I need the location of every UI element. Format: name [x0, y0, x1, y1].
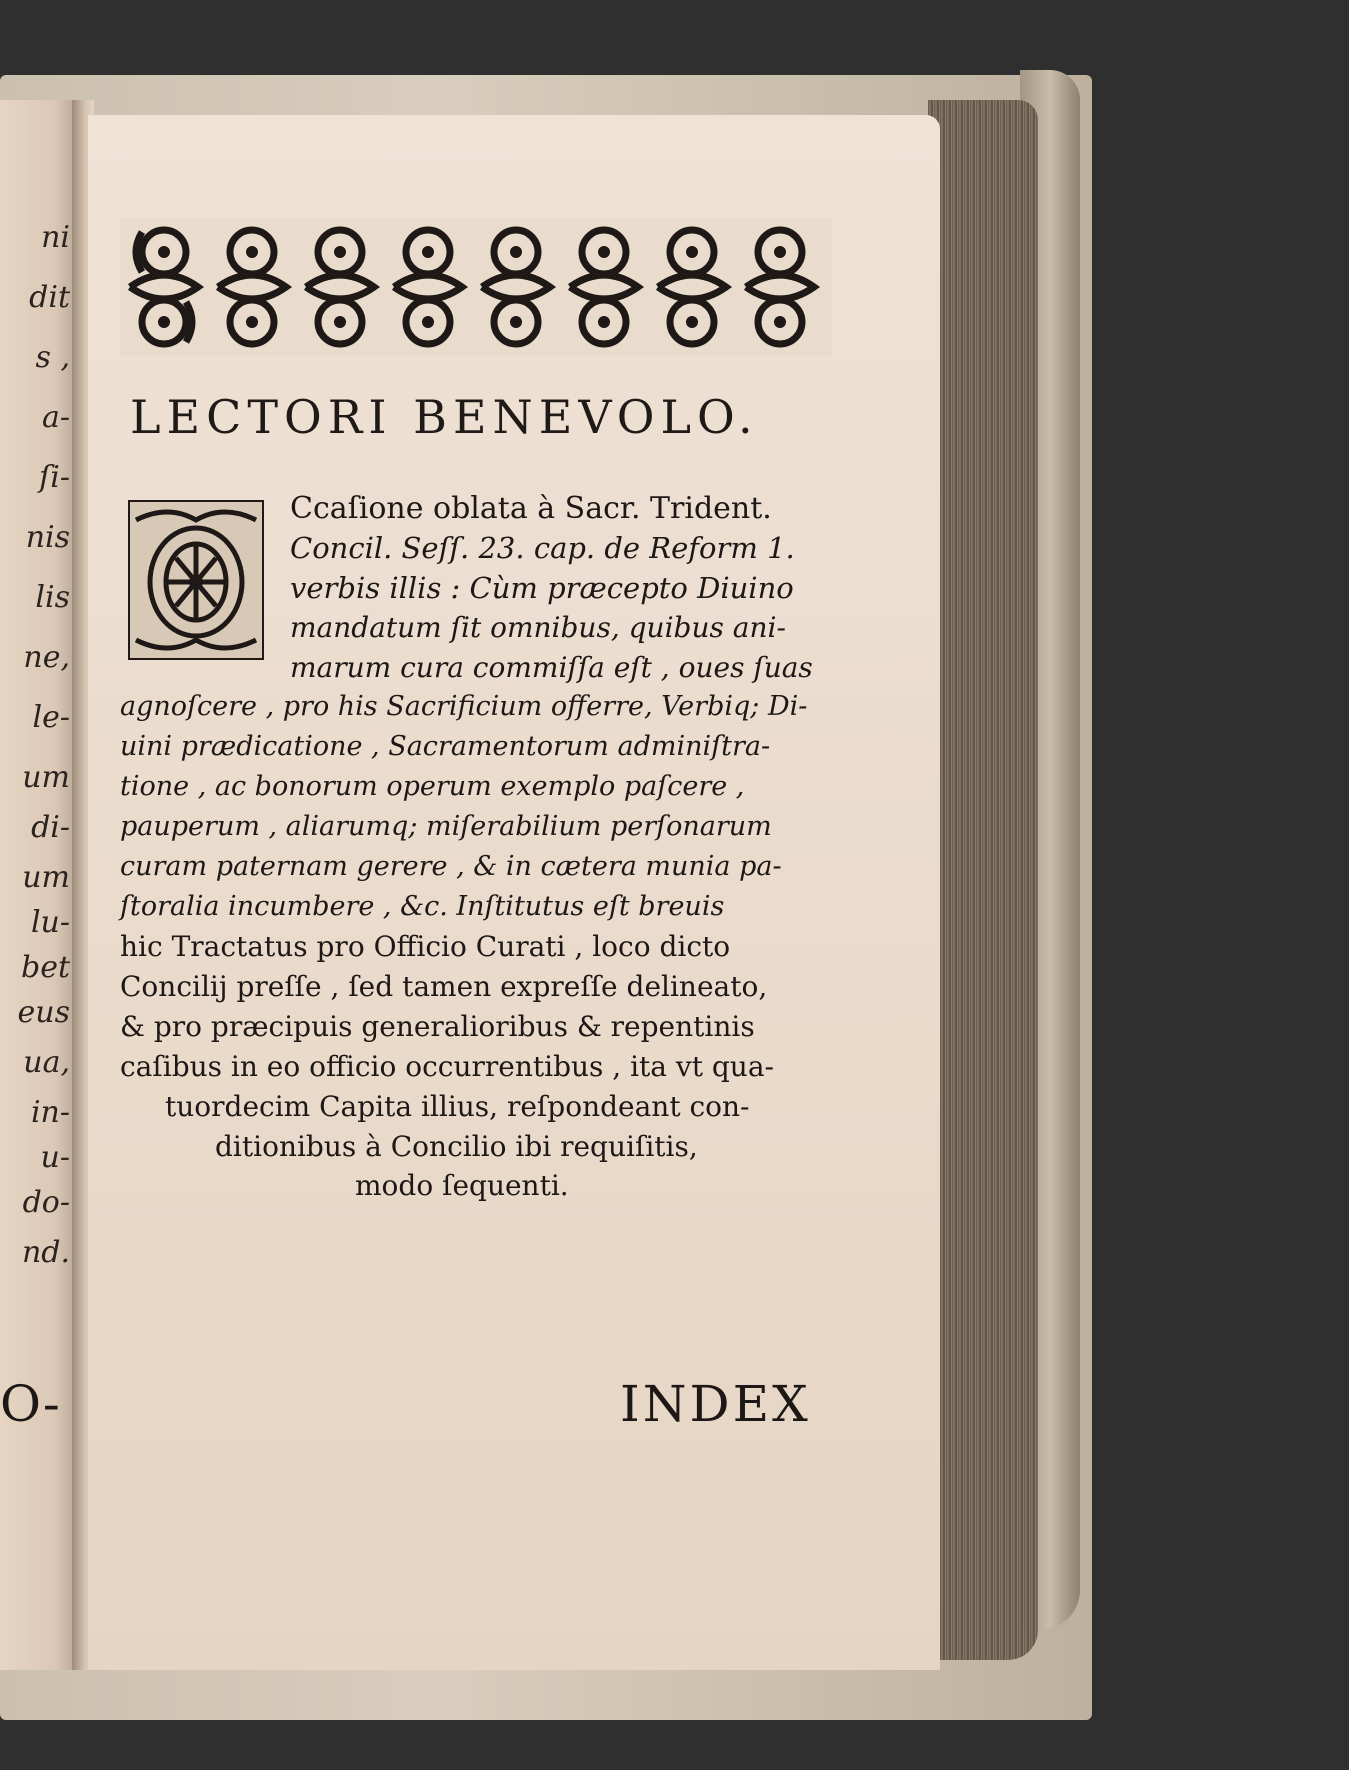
text-line: curam paternam gerere , & in cætera munia pa-	[120, 851, 782, 882]
left-fragment: dit	[29, 280, 70, 315]
left-fragment: in-	[30, 1095, 70, 1130]
left-fragment: um	[22, 860, 70, 895]
left-fragment: eus	[17, 995, 70, 1030]
left-fragment: bet	[20, 950, 70, 985]
text-line: tione , ac bonorum operum exemplo paſcere ,	[120, 771, 745, 802]
left-fragment: a-	[41, 400, 70, 435]
text-line: Concilij preſſe , ſed tamen expreſſe delineato,	[120, 970, 768, 1003]
left-fragment: ne,	[23, 640, 70, 675]
left-fragment: u-	[40, 1140, 70, 1175]
ornament-headpiece	[120, 218, 832, 356]
text-line: agnoſcere , pro his Sacrificium offerre, Verbiq; Di-	[120, 691, 808, 722]
page-heading: LECTORI BENEVOLO.	[130, 390, 759, 444]
text-line: tuordecim Capita illius, reſpondeant con-	[165, 1090, 750, 1123]
text-line: Concil. Seſſ. 23. cap. de Reform 1.	[290, 531, 795, 565]
left-fragment: ni	[41, 220, 70, 255]
left-page	[0, 100, 78, 1670]
left-fragment: nd.	[21, 1235, 70, 1270]
left-fragment: s ,	[35, 340, 70, 375]
text-line: & pro præcipuis generalioribus & repentinis	[120, 1010, 755, 1043]
text-line: modo ſequenti.	[355, 1169, 569, 1202]
text-line: verbis illis : Cùm præcepto Diuino	[290, 571, 794, 605]
left-fragment: di-	[31, 810, 70, 845]
decorated-initial-o	[128, 500, 264, 660]
text-line: caſibus in eo officio occurrentibus , ita vt qua-	[120, 1050, 774, 1083]
page-edges	[928, 100, 1038, 1660]
text-line: pauperum , aliarumq; miſerabilium perſonarum	[120, 811, 772, 842]
text-line: ditionibus à Concilio ibi requiſitis,	[215, 1130, 698, 1163]
catchword: INDEX	[620, 1375, 811, 1433]
text-line: uini prædicatione , Sacramentorum adminiſtra-	[120, 731, 771, 762]
text-line: mandatum ſit omnibus, quibus ani-	[290, 611, 786, 644]
left-fragment: ua,	[23, 1045, 70, 1080]
text-line: marum cura commiſſa eſt , oues ſuas	[290, 651, 813, 684]
left-fragment: lu-	[30, 905, 70, 940]
left-fragment: ſi-	[39, 460, 70, 495]
text-line: hic Tractatus pro Officio Curati , loco dicto	[120, 930, 731, 963]
left-catchword: O-	[0, 1375, 60, 1433]
left-fragment: um	[22, 760, 70, 795]
text-line: ſtoralia incumbere , &c. Inſtitutus eſt breuis	[120, 891, 725, 922]
left-fragment: le-	[32, 700, 70, 735]
left-fragment: lis	[35, 580, 70, 615]
left-fragment: do-	[22, 1185, 70, 1220]
text-line: Ccaſione oblata à Sacr. Trident.	[290, 491, 772, 526]
left-fragment: nis	[25, 520, 70, 555]
